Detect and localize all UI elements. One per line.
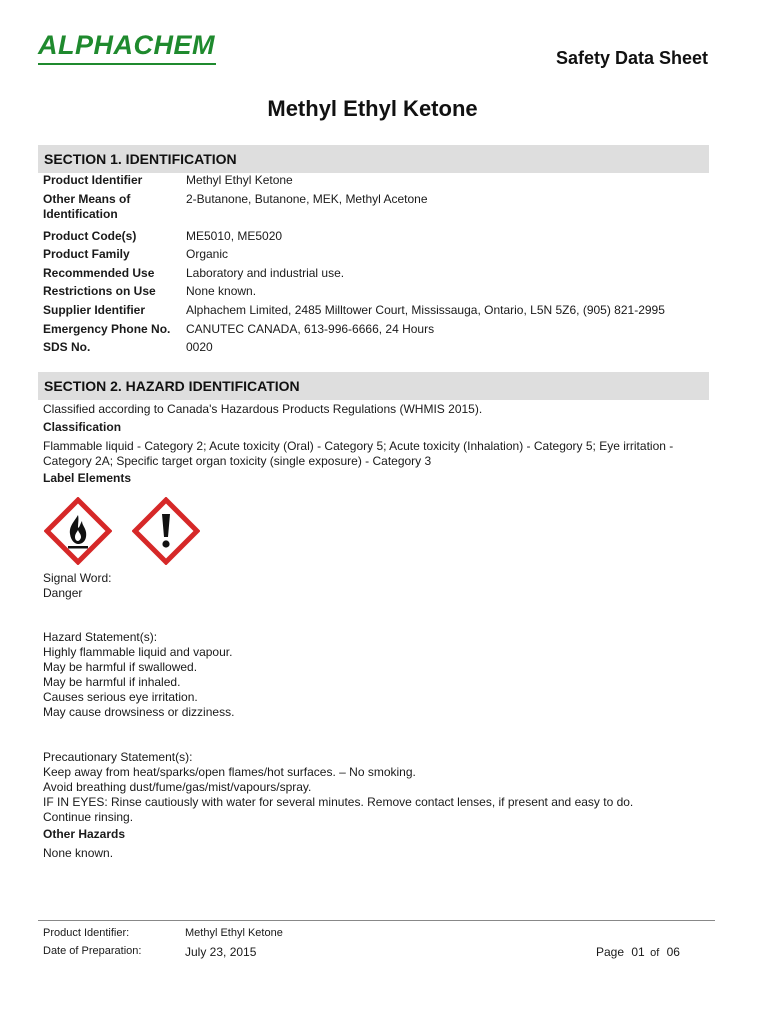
list-item: May be harmful if inhaled. [43,675,181,689]
list-item: Causes serious eye irritation. [43,690,198,704]
row-value: Alphachem Limited, 2485 Milltower Court, Mississauga, Ontario, L5N 5Z6, (905) 821-2995 [186,302,665,317]
flame-pictogram-icon [44,497,112,565]
section-2-heading: SECTION 2. HAZARD IDENTIFICATION [38,372,709,400]
precautionary-statements-block [43,750,713,861]
table-row [43,266,703,281]
other-hazards-heading: Other Hazards [43,827,126,841]
footer-date-value: July 23, 2015 [185,945,257,959]
label-elements-heading: Label Elements [43,471,132,485]
list-item: IF IN EYES: Rinse cautiously with water for several minutes. Remove contact lenses, if present and easy to do. [43,795,634,809]
exclamation-mark-pictogram-icon [132,497,200,565]
table-row [43,192,703,222]
classified-note: Classified according to Canada's Hazardous Products Regulations (WHMIS 2015). [43,402,483,416]
hazard-statements-label: Hazard Statement(s): [43,630,158,644]
page-of: of [650,947,660,959]
row-label: Emergency Phone No. [43,321,171,336]
signal-word-block [43,571,713,601]
other-hazards-text: None known. [43,846,114,860]
classification-heading: Classification [43,420,122,434]
precautionary-label: Precautionary Statement(s): [43,750,193,764]
list-item: May cause drowsiness or dizziness. [43,705,235,719]
classification-block [43,402,713,486]
table-row [43,303,703,318]
row-value: Methyl Ethyl Ketone [186,173,293,187]
row-label: Product Code(s) [43,228,137,243]
list-item: Avoid breathing dust/fume/gas/mist/vapours/spray. [43,780,312,794]
row-label: Restrictions on Use [43,284,156,299]
row-value: Organic [186,247,229,262]
row-value: Laboratory and industrial use. [186,265,345,280]
signal-word: Danger [43,586,83,600]
table-row [43,173,703,188]
row-value: 0020 [186,340,213,355]
table-row [43,247,703,262]
footer-product-value: Methyl Ethyl Ketone [185,927,283,939]
footer-divider [38,920,715,921]
row-label: SDS No. [43,340,91,355]
page-total: 06 [666,945,680,959]
list-item: Keep away from heat/sparks/open flames/hot surfaces. – No smoking. [43,765,416,779]
row-label: Recommended Use [43,265,155,280]
list-item: May be harmful if swallowed. [43,660,198,674]
row-label: Supplier Identifier [43,302,146,317]
row-label: Other Means of Identification [43,191,131,221]
hazard-statements-block [43,630,713,720]
list-item: Continue rinsing. [43,810,134,824]
ghs-pictograms [44,497,208,570]
table-row [43,229,703,244]
signal-word-label: Signal Word: [43,571,112,585]
row-label: Product Identifier [43,173,143,187]
row-value: None known. [186,284,257,299]
document-type: Safety Data Sheet [555,48,708,68]
company-logo: ALPHACHEM [38,30,215,60]
page-indicator [596,945,680,959]
logo-underline [38,63,216,65]
page-label: Page [596,945,625,959]
list-item: Highly flammable liquid and vapour. [43,645,233,659]
page-current: 01 [631,945,645,959]
classification-text: Flammable liquid - Category 2; Acute toxicity (Oral) - Category 5; Acute toxicity (Inhalation) - Category 5; Eye irritation - Category 2A; Specific target organ toxicity (single exposure) - Category 3 [43,439,674,468]
identification-table [43,173,703,359]
row-value: CANUTEC CANADA, 613-996-6666, 24 Hours [186,321,435,336]
row-value: 2-Butanone, Butanone, MEK, Methyl Acetone [186,191,428,206]
footer-date-label: Date of Preparation: [43,945,142,957]
row-value: ME5010, ME5020 [186,228,283,243]
document-title: Methyl Ethyl Ketone [267,96,478,121]
table-row [43,284,703,299]
section-1-heading: SECTION 1. IDENTIFICATION [38,145,709,173]
table-row [43,322,703,337]
row-label: Product Family [43,247,130,262]
table-row [43,340,703,355]
footer-product-label: Product Identifier: [43,927,130,939]
